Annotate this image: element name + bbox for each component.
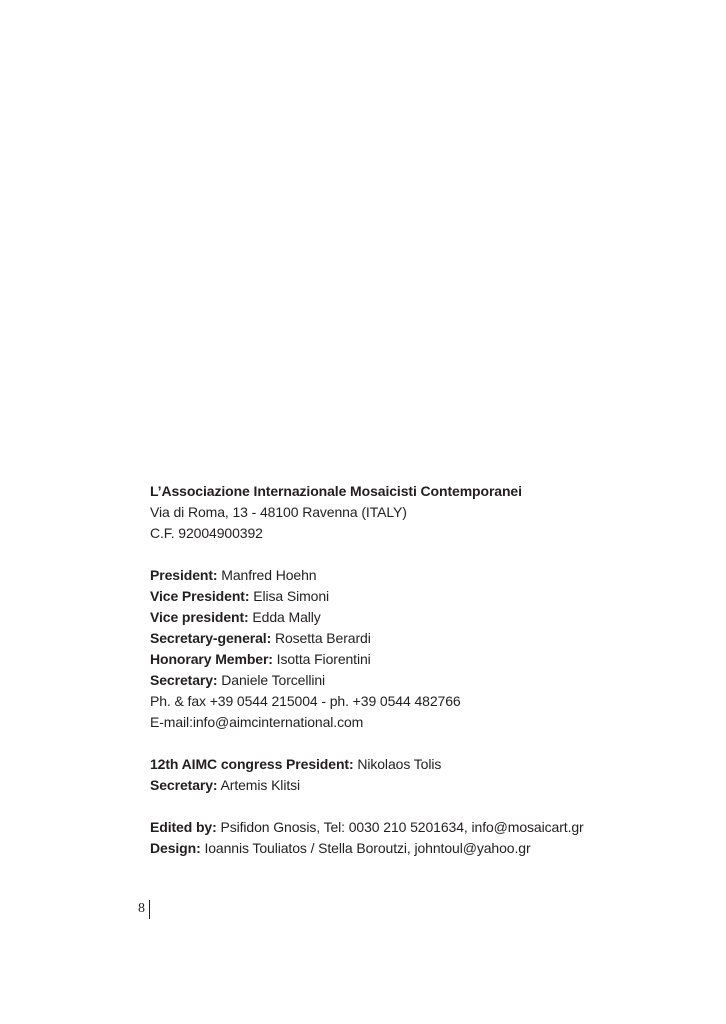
officer-secretary-general: Secretary-general: Rosetta Berardi <box>150 630 371 646</box>
officer-honorary-member: Honorary Member: Isotta Fiorentini <box>150 651 371 667</box>
organization-fiscal-code: C.F. 92004900392 <box>150 525 263 541</box>
organization-address: Via di Roma, 13 - 48100 Ravenna (ITALY) <box>150 504 407 520</box>
page-number: 8 <box>138 901 145 916</box>
officer-vice-president-1: Vice President: Elisa Simoni <box>150 588 330 604</box>
contact-email: E-mail:info@aimcinternational.com <box>150 714 364 730</box>
page-number-rule <box>149 900 150 919</box>
spacer <box>150 796 710 817</box>
spacer <box>150 733 710 754</box>
credit-design: Design: Ioannis Touliatos / Stella Boroutzi, johntoul@yahoo.gr <box>150 840 531 856</box>
officer-secretary: Secretary: Daniele Torcellini <box>150 672 326 688</box>
credit-edited-by: Edited by: Psifidon Gnosis, Tel: 0030 210 5201634, info@mosaicart.gr <box>150 819 584 835</box>
congress-secretary: Secretary: Artemis Klitsi <box>150 777 301 793</box>
colophon-block <box>150 481 710 859</box>
contact-phone: Ph. & fax +39 0544 215004 - ph. +39 0544 482766 <box>150 693 461 709</box>
congress-president: 12th AIMC congress President: Nikolaos Tolis <box>150 756 442 772</box>
spacer <box>150 544 710 565</box>
officer-president: President: Manfred Hoehn <box>150 567 317 583</box>
officer-vice-president-2: Vice president: Edda Mally <box>150 609 321 625</box>
organization-name: L’Associazione Internazionale Mosaicisti Contemporanei <box>150 483 522 499</box>
